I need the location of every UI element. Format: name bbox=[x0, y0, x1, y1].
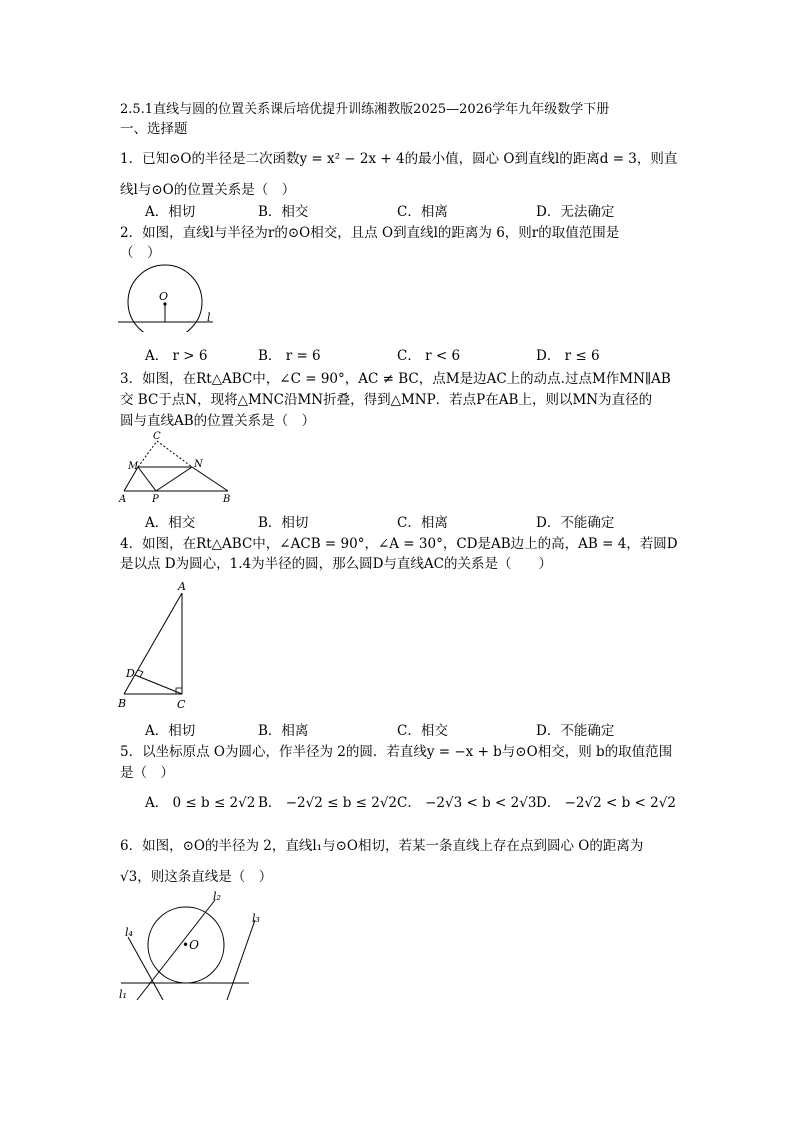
section-heading: 一、选择题 bbox=[120, 121, 188, 137]
q4-label-c: C bbox=[177, 698, 186, 711]
q3-seg-cn bbox=[157, 441, 192, 467]
q6-label-o: •O bbox=[182, 938, 199, 952]
q3-label-n: N bbox=[194, 459, 203, 470]
q6-stem-line-1: 6．如图，⊙O的半径为 2，直线l₁与⊙O相切，若某一条直线上存在点到圆心 O的距离为 bbox=[120, 838, 644, 854]
q5-option-c[interactable]: C． −2√3 < b < 2√3 bbox=[397, 795, 537, 811]
q5-stem-line-2: 是（ ） bbox=[120, 765, 174, 781]
q3-label-a: A bbox=[119, 494, 127, 505]
q3-option-c[interactable]: C．相离 bbox=[397, 515, 448, 531]
q2-option-a[interactable]: A． r > 6 bbox=[145, 348, 208, 364]
q3-option-d[interactable]: D．不能确定 bbox=[536, 515, 615, 531]
q3-option-b[interactable]: B．相切 bbox=[258, 515, 309, 531]
q3-stem-line-1: 3．如图，在Rt△ABC中，∠C = 90°，AC ≠ BC，点M是边AC上的动点.过点M作MN∥AB bbox=[120, 371, 671, 387]
q3-label-c: C bbox=[153, 431, 161, 442]
q3-stem-line-3: 圆与直线AB的位置关系是（ ） bbox=[120, 413, 316, 429]
q3-seg-mc bbox=[138, 441, 157, 467]
q2-option-c[interactable]: C． r < 6 bbox=[397, 348, 461, 364]
q1-stem-line-1: 1．已知⊙O的半径是二次函数y = x² − 2x + 4的最小值，圆心 O到直线l的距离d = 3，则直 bbox=[120, 151, 678, 167]
q5-option-a[interactable]: A． 0 ≤ b ≤ 2√2 bbox=[145, 795, 256, 811]
page-title: 2.5.1直线与圆的位置关系课后培优提升训练湘教版2025—2026学年九年级数学下册 bbox=[120, 102, 610, 117]
q4-stem-line-1: 4．如图，在Rt△ABC中，∠ACB = 90°，∠A = 30°，CD是AB边上的高，AB = 4，若圆D bbox=[120, 536, 678, 552]
q6-label-l4: l₄ bbox=[125, 926, 133, 939]
q4-label-d: D bbox=[126, 667, 135, 680]
q3-seg-np bbox=[156, 467, 192, 491]
q4-option-a[interactable]: A．相切 bbox=[145, 723, 196, 739]
q4-seg-cd bbox=[135, 675, 182, 694]
q6-label-l3: l₃ bbox=[252, 912, 260, 925]
q2-stem-line-2: （ ） bbox=[120, 245, 161, 261]
q2-label-o: O bbox=[159, 290, 169, 303]
q4-option-c[interactable]: C．相交 bbox=[397, 723, 448, 739]
q6-line-l3 bbox=[227, 920, 255, 1000]
q3-label-b: B bbox=[223, 494, 231, 505]
q3-seg-mp bbox=[138, 467, 156, 491]
q4-option-d[interactable]: D．不能确定 bbox=[536, 723, 615, 739]
q1-stem-line-2: 线l与⊙O的位置关系是（ ） bbox=[120, 182, 296, 198]
q1-option-d[interactable]: D．无法确定 bbox=[536, 204, 615, 220]
q4-right-angle-d bbox=[138, 670, 143, 677]
q2-label-l: l bbox=[207, 311, 211, 324]
q6-stem-line-2: √3，则这条直线是（ ） bbox=[120, 869, 273, 885]
q5-option-d[interactable]: D． −2√2 < b < 2√2 bbox=[536, 795, 676, 811]
q3-label-m: M bbox=[128, 461, 139, 472]
q4-option-b[interactable]: B．相离 bbox=[258, 723, 309, 739]
q3-stem-line-2: 交 BC于点N，现将△MNC沿MN折叠，得到△MNP．若点P在AB上，则以MN为直径的 bbox=[120, 392, 653, 408]
q4-label-b: B bbox=[118, 697, 127, 710]
q3-figure bbox=[115, 430, 240, 505]
q1-option-b[interactable]: B．相交 bbox=[258, 204, 309, 220]
q4-figure bbox=[115, 578, 195, 713]
q6-figure bbox=[115, 888, 265, 1008]
q2-figure bbox=[115, 262, 220, 332]
q6-label-l1: l₁ bbox=[119, 988, 127, 1001]
q4-stem-line-2: 是以点 D为圆心，1.4为半径的圆，那么圆D与直线AC的关系是（ ） bbox=[120, 556, 552, 572]
q1-option-c[interactable]: C．相离 bbox=[397, 204, 448, 220]
q6-line-l4 bbox=[128, 937, 163, 1000]
q3-seg-nb bbox=[192, 467, 228, 491]
q5-stem-line-1: 5．以坐标原点 O为圆心，作半径为 2的圆．若直线y = −x + b与⊙O相交，则 b的取值范围 bbox=[120, 744, 673, 760]
q5-option-b[interactable]: B． −2√2 ≤ b ≤ 2√2 bbox=[258, 795, 398, 811]
q2-stem-line-1: 2．如图，直线l与半径为r的⊙O相交，且点 O到直线l的距离为 6，则r的取值范围是 bbox=[120, 225, 620, 241]
q6-label-l2: l₂ bbox=[213, 890, 221, 903]
q1-option-a[interactable]: A．相切 bbox=[145, 204, 196, 220]
q3-label-p: P bbox=[152, 494, 159, 505]
q3-option-a[interactable]: A．相交 bbox=[145, 515, 196, 531]
q4-label-a: A bbox=[178, 580, 186, 593]
q2-option-b[interactable]: B． r = 6 bbox=[258, 348, 321, 364]
q2-option-d[interactable]: D． r ≤ 6 bbox=[536, 348, 600, 364]
